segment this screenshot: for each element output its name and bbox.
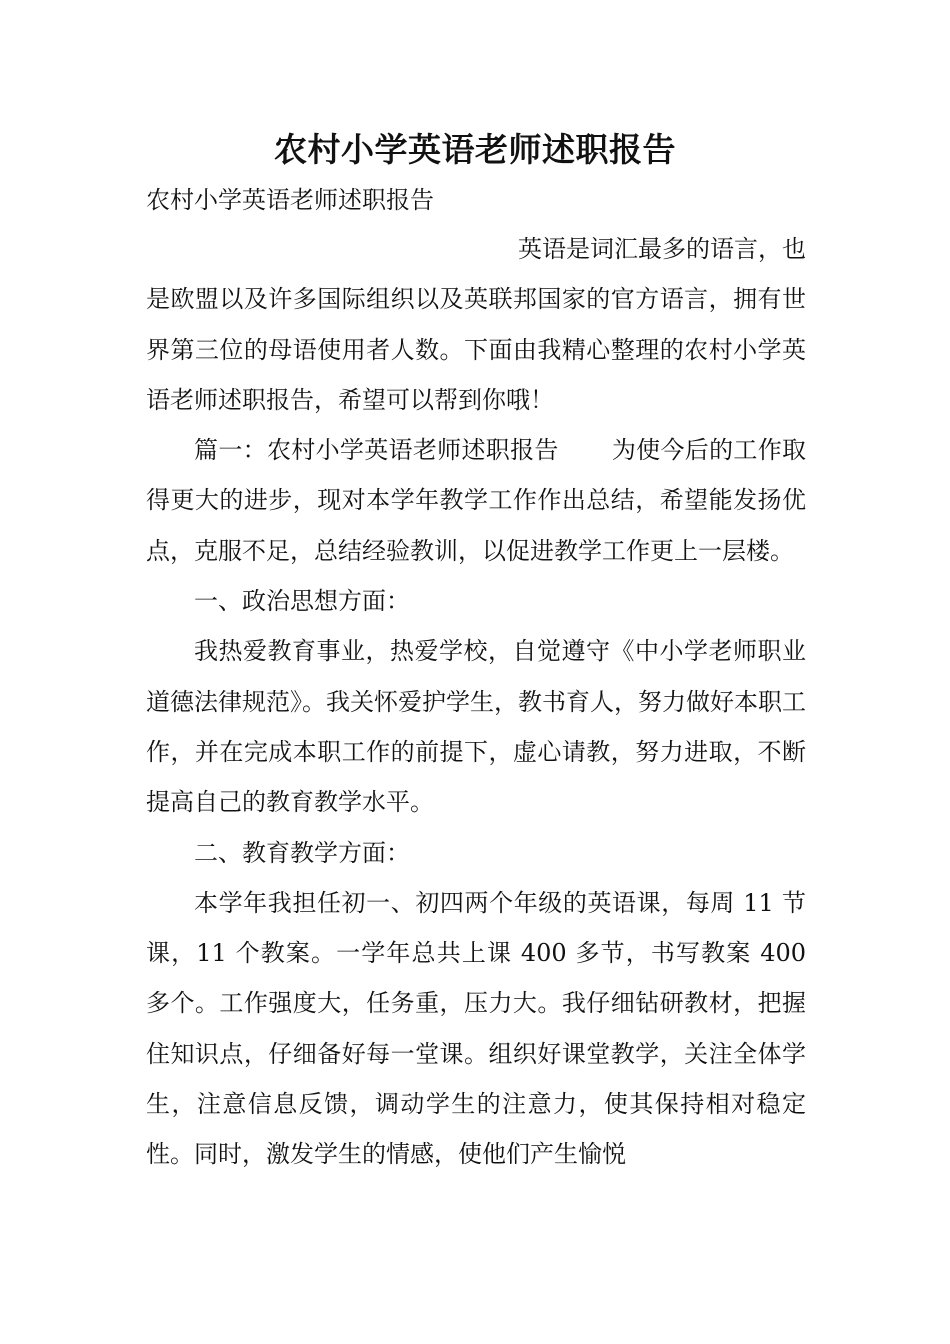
- document-subtitle: 农村小学英语老师述职报告: [146, 186, 434, 214]
- section2-paragraph: 本学年我担任初一、初四两个年级的英语课，每周 11 节课，11 个教案。一学年总共上课 400 多节，书写教案 400 多个。工作强度大，任务重，压力大。我仔细钻研教材，把握住知识点，仔细备好每一堂课。组织好课堂教学，关注全体学生，注意信息反馈，调动学生的注意力，使其保持相对稳定性。同时，激发学生的情感，使他们产生愉悦: [146, 888, 806, 1169]
- section1-heading: 一、政治思想方面：: [194, 587, 410, 616]
- article-intro: 为使今后的工作取得更大的进步，现对本学年教学工作作出总结，希望能发扬优点，克服不足，总结经验教训，以促进教学工作更上一层楼。: [146, 436, 807, 565]
- article-paragraph: [146, 425, 806, 576]
- section1-paragraph: 我热爱教育事业，热爱学校，自觉遵守《中小学老师职业道德法律规范》。我关怀爱护学生，教书育人，努力做好本职工作，并在完成本职工作的前提下，虚心请教，努力进取，不断提高自己的教育教学水平。: [146, 637, 806, 817]
- document-title: 农村小学英语老师述职报告: [274, 130, 676, 169]
- article-heading: 篇一：农村小学英语老师述职报告: [194, 436, 559, 465]
- document-body: [146, 224, 806, 1180]
- intro-paragraph: 英语是词汇最多的语言，也是欧盟以及许多国际组织以及英联邦国家的官方语言，拥有世界第三位的母语使用者人数。下面由我精心整理的农村小学英语老师述职报告，希望可以帮到你哦！: [146, 235, 806, 414]
- section2-heading: 二、教育教学方面：: [194, 838, 410, 867]
